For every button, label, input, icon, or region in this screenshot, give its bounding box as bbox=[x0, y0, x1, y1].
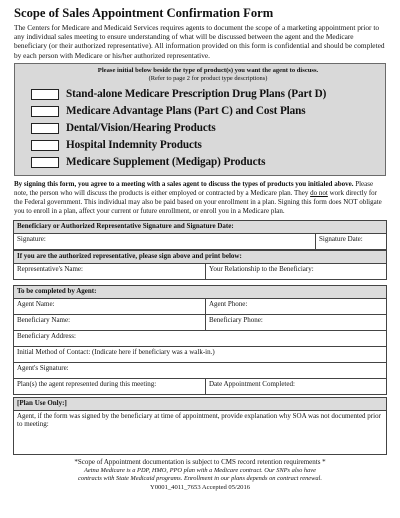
beneficiary-name-field[interactable]: Beneficiary Name: bbox=[14, 314, 206, 330]
product-selection-box bbox=[14, 63, 386, 176]
plan-use-note-field[interactable]: Agent, if the form was signed by the beneficiary at time of appointment, provide explanation why SOA was not documented prior to meeting: bbox=[14, 410, 387, 454]
product-row-dental bbox=[31, 120, 385, 137]
product-row-part-c bbox=[31, 103, 385, 120]
consent-bold-text: By signing this form, you agree to a meeting with a sales agent to discuss the types of products you initialed above. bbox=[14, 179, 354, 188]
consent-text-1: Please note, the person who will discuss the products is either employed or contracted by a Medicare plan. They bbox=[14, 179, 374, 198]
page-title: Scope of Sales Appointment Confirmation Form bbox=[14, 6, 274, 20]
plans-represented-field[interactable]: Plan(s) the agent represented during this meeting: bbox=[14, 378, 206, 394]
product-label-hospital: Hospital Indemnity Products bbox=[66, 139, 202, 152]
intro-paragraph: The Centers for Medicare and Medicaid Services requires agents to document the scope of a marketing appointment prior to any individual sales meeting to ensure understanding of what will be discussed between the agent and the Medicare beneficiary (or their authorized representative). All information provided on this form is confidential and should be completed by each person with Medicare or his/her authorized representative. bbox=[14, 23, 385, 60]
footer-disclaimer-2: contracts with State Medicaid programs. Enrollment in our plans depends on contract renewal. bbox=[78, 474, 322, 482]
initial-box-dental[interactable] bbox=[31, 123, 59, 134]
product-label-dental: Dental/Vision/Hearing Products bbox=[66, 122, 216, 135]
relationship-field[interactable]: Your Relationship to the Beneficiary: bbox=[206, 263, 387, 279]
initial-box-part-c[interactable] bbox=[31, 106, 59, 117]
footer bbox=[13, 458, 387, 492]
product-instruction: Please initial below beside the type of product(s) you want the agent to discuss. bbox=[97, 66, 319, 74]
plan-use-table bbox=[13, 397, 387, 455]
product-row-medigap bbox=[31, 154, 385, 171]
consent-paragraph bbox=[14, 180, 387, 217]
agent-signature-field[interactable]: Agent's Signature: bbox=[14, 362, 387, 378]
beneficiary-address-field[interactable]: Beneficiary Address: bbox=[14, 330, 387, 346]
agent-name-field[interactable]: Agent Name: bbox=[14, 298, 206, 314]
beneficiary-phone-field[interactable]: Beneficiary Phone: bbox=[206, 314, 387, 330]
footer-retention-note: *Scope of Appointment documentation is subject to CMS record retention requirements * bbox=[74, 457, 326, 466]
product-row-part-d bbox=[31, 86, 385, 103]
product-row-hospital bbox=[31, 137, 385, 154]
footer-code: Y0001_4011_7653 Accepted 05/2016 bbox=[149, 483, 251, 491]
product-label-part-c: Medicare Advantage Plans (Part C) and Cost Plans bbox=[66, 105, 306, 118]
initial-box-hospital[interactable] bbox=[31, 140, 59, 151]
agent-phone-field[interactable]: Agent Phone: bbox=[206, 298, 387, 314]
agent-table bbox=[13, 285, 387, 395]
footer-disclaimer-1: Aetna Medicare is a PDP, HMO, PPO plan with a Medicare contract. Our SNPs also have bbox=[84, 466, 316, 474]
initial-box-part-d[interactable] bbox=[31, 89, 59, 100]
product-label-medigap: Medicare Supplement (Medigap) Products bbox=[66, 156, 266, 169]
product-instruction-sub: (Refer to page 2 for product type descriptions) bbox=[148, 74, 268, 82]
agent-section-header: To be completed by Agent: bbox=[14, 285, 387, 298]
consent-text-2: work directly for the Federal government. This individual may also be paid based on your enrollment in a plan. Signing this form does NOT obligate you to enroll in a plan, affect your current or future enrollment, or enroll you in a Medicare plan. bbox=[14, 189, 382, 216]
date-completed-field[interactable]: Date Appointment Completed: bbox=[206, 378, 387, 394]
signature-date-field[interactable]: Signature Date: bbox=[316, 233, 387, 249]
product-label-part-d: Stand-alone Medicare Prescription Drug Plans (Part D) bbox=[66, 88, 327, 101]
consent-do-not: do not bbox=[310, 189, 328, 198]
plan-use-header: [Plan Use Only:] bbox=[14, 397, 387, 410]
signature-section-header: Beneficiary or Authorized Representative Signature and Signature Date: bbox=[14, 220, 387, 233]
signature-table bbox=[13, 220, 387, 250]
representative-section-header: If you are the authorized representative, please sign above and print below: bbox=[14, 250, 387, 263]
representative-name-field[interactable]: Representative's Name: bbox=[14, 263, 206, 279]
signature-field[interactable]: Signature: bbox=[14, 233, 316, 249]
initial-box-medigap[interactable] bbox=[31, 157, 59, 168]
initial-contact-field[interactable]: Initial Method of Contact: (Indicate here if beneficiary was a walk-in.) bbox=[14, 346, 387, 362]
representative-table bbox=[13, 250, 387, 280]
